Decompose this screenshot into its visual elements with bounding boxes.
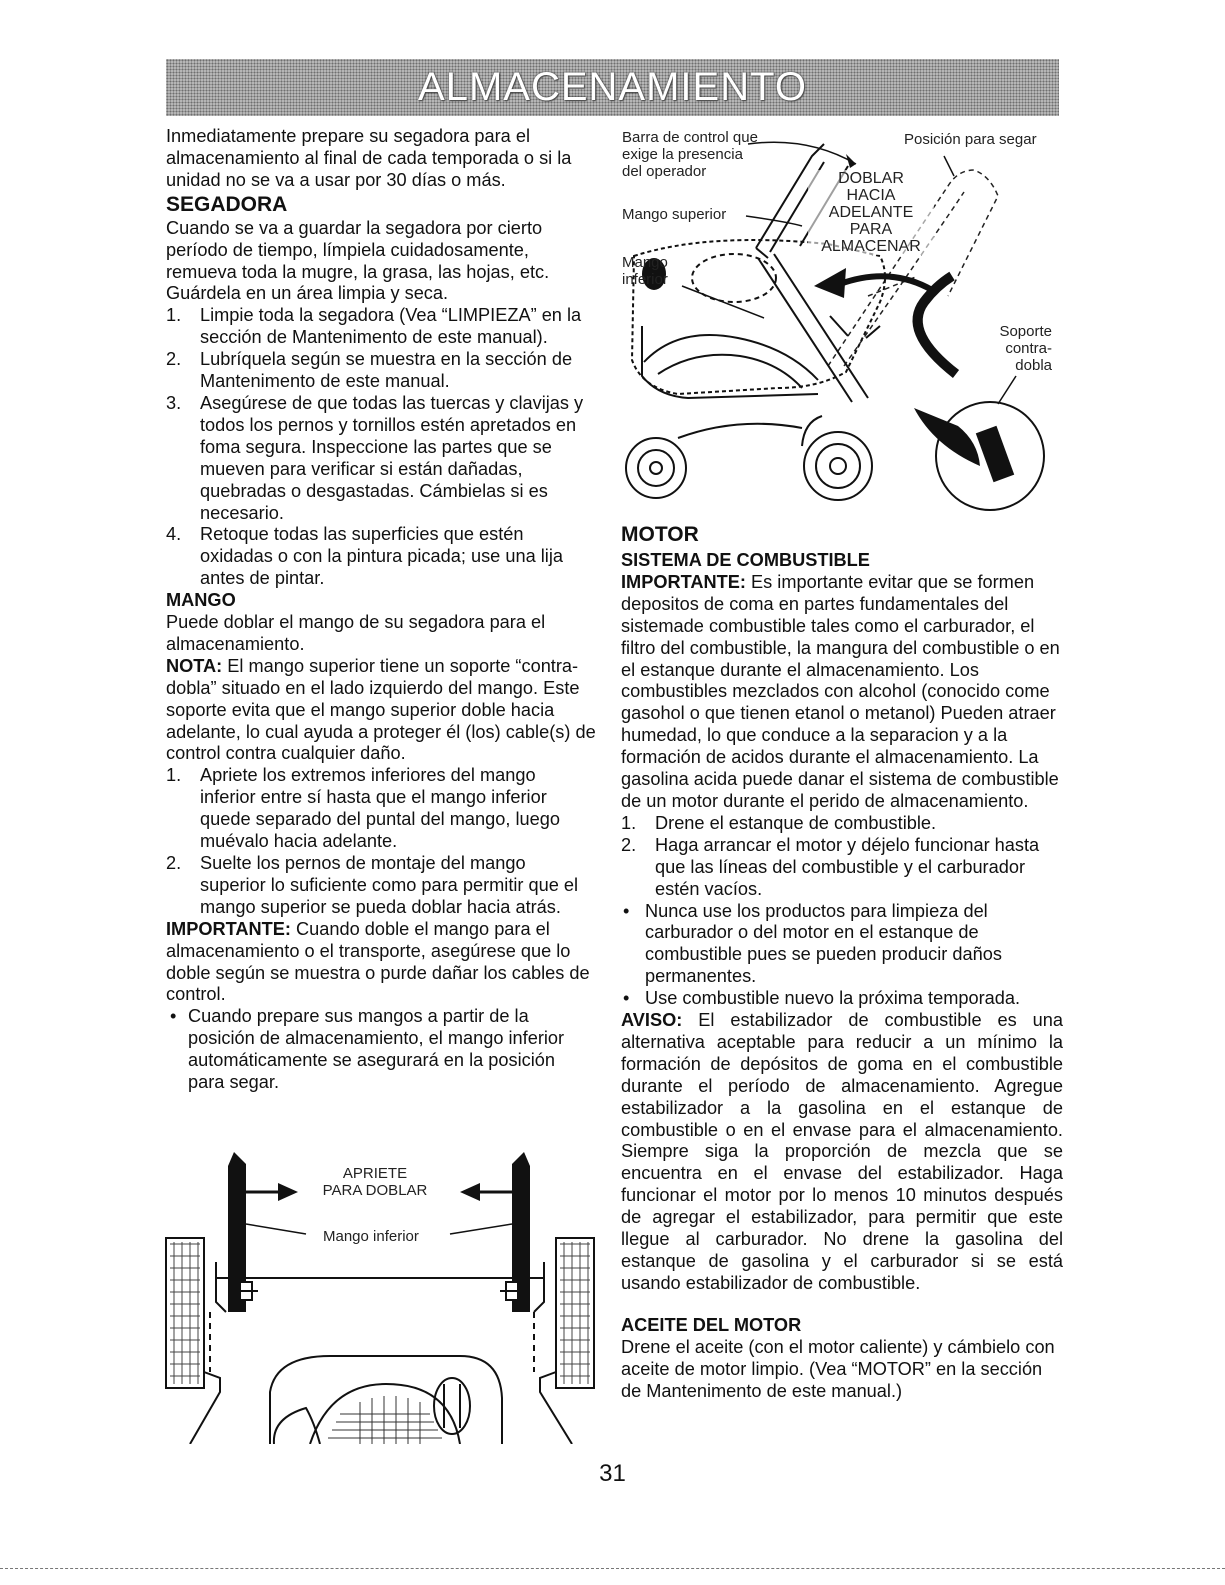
mango-heading: MANGO xyxy=(166,590,236,611)
fuel-system-heading: SISTEMA DE COMBUSTIBLE xyxy=(621,550,870,570)
control-bar-label xyxy=(622,129,758,180)
fuel-list xyxy=(621,813,1063,901)
right-column xyxy=(621,522,1063,1402)
item-number: 2. xyxy=(166,349,182,370)
item-text: Lubríquela según se muestra en la sección de Mantenimento de este manual. xyxy=(200,349,573,392)
importante-label: IMPORTANTE: xyxy=(166,918,291,939)
nota-label: NOTA: xyxy=(166,655,223,676)
list-item xyxy=(621,813,1063,835)
handle-bolts xyxy=(232,1282,526,1300)
importante-paragraph xyxy=(166,919,596,1007)
fold-forward-label xyxy=(808,170,934,255)
control-bar-label-line: Barra de control que xyxy=(622,129,758,146)
mowing-position-label: Posición para segar xyxy=(904,131,1037,148)
squeeze-label-line: PARA DOBLAR xyxy=(322,1182,428,1199)
section-banner xyxy=(166,59,1059,116)
mower-deck xyxy=(632,240,885,398)
bullet-text: Cuando prepare sus mangos a partir de la posición de almacenamiento, el mango inferior automáticamente se asegurará en la posición para segar. xyxy=(188,1006,565,1093)
segadora-list xyxy=(166,305,596,590)
item-number: 2. xyxy=(166,853,182,873)
list-item xyxy=(166,765,596,853)
nota-paragraph xyxy=(166,656,596,766)
item-text: Apriete los extremos inferiores del mango inferior entre sí hasta que el mango inferior quede separado del puntal del mango, luego muévalo hacia adelante. xyxy=(200,765,560,852)
lower-handle-label xyxy=(622,254,668,288)
fold-label-line: ALMACENAR xyxy=(821,238,921,255)
spacer xyxy=(621,1295,1063,1315)
nota-text: El mango superior tiene un soporte “contra-dobla” situado en el lado izquierdo del mango. Este soporte evita que el mango superior doble hacia adelante, lo cual ayuda a proteger él (los) cable(s) de control contra cualquier daño. xyxy=(166,655,596,764)
list-item xyxy=(166,524,596,590)
importante-label: IMPORTANTE: xyxy=(621,571,746,592)
item-number: 3. xyxy=(166,392,182,413)
item-text: Limpie toda la segadora (Vea “LIMPIEZA” en la sección de Mantenimento de este manual). xyxy=(200,305,582,348)
item-text: Haga arrancar el motor y déjelo funcionar hasta que las líneas del combustible y el carburador estén vacíos. xyxy=(655,834,1040,899)
left-column xyxy=(166,126,596,1094)
aviso-text: El estabilizador de combustible es una alternativa aceptable para reducir a un mínimo la formación de depósitos de goma en el combustible durante el período de almacenamiento. Agregue estabilizador a la gasolina en el estanque de combustible o en el envase para el almacenamiento. Siempre siga la proporción de mezcla que se encuentra en el envase del estabilizador. Haga funcionar el motor por lo menos 10 minutos después de agregar el estabilizador, para permitir que este llegue al carburador. No drene la gasolina del estanque de gasolina y el carburador si se está usando estabilizador de combustible. xyxy=(621,1010,1063,1293)
bullet-text: Use combustible nuevo la próxima temporada. xyxy=(645,988,1021,1009)
squeeze-label xyxy=(300,1165,450,1199)
fold-label-line: ADELANTE xyxy=(828,204,914,221)
aviso-label: AVISO: xyxy=(621,1010,683,1031)
mango-paragraph: Puede doblar el mango de su segadora para el almacenamiento. xyxy=(166,612,546,654)
fuel-importante-paragraph xyxy=(621,572,1063,813)
support-detail-callout xyxy=(914,276,1044,510)
squeeze-label-line: APRIETE xyxy=(342,1165,408,1182)
mower-deck xyxy=(270,1356,502,1444)
segadora-heading: SEGADORA xyxy=(166,192,288,216)
rear-wheel xyxy=(802,416,872,500)
scan-edge-rule xyxy=(0,1568,1225,1569)
bullet-item xyxy=(621,901,1063,989)
bullet-icon: • xyxy=(623,988,630,1009)
motor-heading: MOTOR xyxy=(621,523,699,546)
upper-handle-label: Mango superior xyxy=(622,206,727,223)
item-text: Suelte los pernos de montaje del mango superior lo suficiente como para permitir que el mango superior se pueda doblar hacia atrás. xyxy=(200,853,579,917)
control-bar-label-line: del operador xyxy=(622,163,707,180)
item-text: Asegúrese de que todas las tuercas y clavijas y todos los pernos y tornillos estén apretados en foma segura. Inspeccione las partes que se mueven para verificar si están dañadas, quebradas o desgastadas. Cámbielas si es necesario. xyxy=(200,392,584,523)
bullet-text: Nunca use los productos para limpieza del carburador o del motor en el estanque de combustible pues se pueden producir daños permanentes. xyxy=(645,900,1002,987)
item-number: 1. xyxy=(166,765,182,786)
page-number: 31 xyxy=(599,1460,626,1487)
support-label xyxy=(980,323,1052,374)
segadora-paragraph: Cuando se va a guardar la segadora por cierto período de tiempo, límpiela cuidadosamente, remueva toda la mugre, la grasa, las hojas, etc. Guárdela en un área limpia y seca. xyxy=(166,217,550,304)
item-number: 1. xyxy=(166,305,182,326)
list-item xyxy=(166,349,596,393)
control-bar-label-line: exige la presencia xyxy=(622,146,743,163)
intro-paragraph: Inmediatamente prepare su segadora para el almacenamiento al final de cada temporada o si la unidad no se va a usar por 30 días o más. xyxy=(166,126,572,190)
item-number: 4. xyxy=(166,524,182,545)
item-text: Drene el estanque de combustible. xyxy=(655,812,937,833)
support-label-line: contra- xyxy=(1005,340,1052,357)
oil-paragraph: Drene el aceite (con el motor caliente) y cámbielo con aceite de motor limpio. (Vea “MOTOR” en la sección de Mantenimento de este manual.) xyxy=(621,1336,1055,1401)
bullet-icon: • xyxy=(170,1006,177,1027)
front-wheel xyxy=(626,438,686,498)
list-item xyxy=(166,853,596,919)
fold-label-line: HACIA xyxy=(846,187,896,204)
item-number: 1. xyxy=(621,812,637,833)
mango-list xyxy=(166,765,596,918)
left-wheel xyxy=(166,1238,204,1388)
list-item xyxy=(166,305,596,349)
deck-grille xyxy=(328,1396,442,1444)
bullet-item xyxy=(621,988,1063,1010)
item-text: Retoque todas las superficies que estén oxidadas o con la pintura picada; use una lija antes de pintar. xyxy=(200,524,563,589)
fold-arrow xyxy=(814,268,932,298)
list-item xyxy=(621,835,1063,901)
list-item xyxy=(166,393,596,524)
fold-label-line: PARA xyxy=(849,221,893,238)
bullet-icon: • xyxy=(623,900,630,921)
item-number: 2. xyxy=(621,834,637,855)
importante-text: Cuando doble el mango para el almacenamiento o el transporte, asegúrese que lo doble según se muestra o purde dañar los cables de control. xyxy=(166,918,590,1005)
lower-handle-label-line: Mango xyxy=(622,254,668,271)
section-title: ALMACENAMIENTO xyxy=(418,65,807,109)
right-wheel xyxy=(556,1238,594,1388)
importante-text: Es importante evitar que se formen depositos de coma en partes fundamentales del sistemade combustible tales como el carburador, el filtro del combustible, la mangura del combustible o en el estanque durante el almacenamiento. Los combustibles mezclados con alcohol (conocido come gasohol o que tienen etanol o metanol) Pueden atraer humedad, lo que conduce a la separacion y a la formación de acidos durante el almacenamiento. La gasolina acida puede danar el sistema de combustible de un motor durante el perido de almacenamiento. xyxy=(621,571,1060,811)
bullet-item xyxy=(166,1006,596,1094)
oil-heading: ACEITE DEL MOTOR xyxy=(621,1314,802,1335)
lower-handle-label-line: inferior xyxy=(622,271,668,288)
aviso-paragraph xyxy=(621,1010,1063,1295)
lower-handle-label: Mango inferior xyxy=(323,1228,419,1245)
support-label-line: Soporte xyxy=(999,323,1052,340)
fold-label-line: DOBLAR xyxy=(838,170,904,187)
support-label-line: dobla xyxy=(1015,357,1052,374)
